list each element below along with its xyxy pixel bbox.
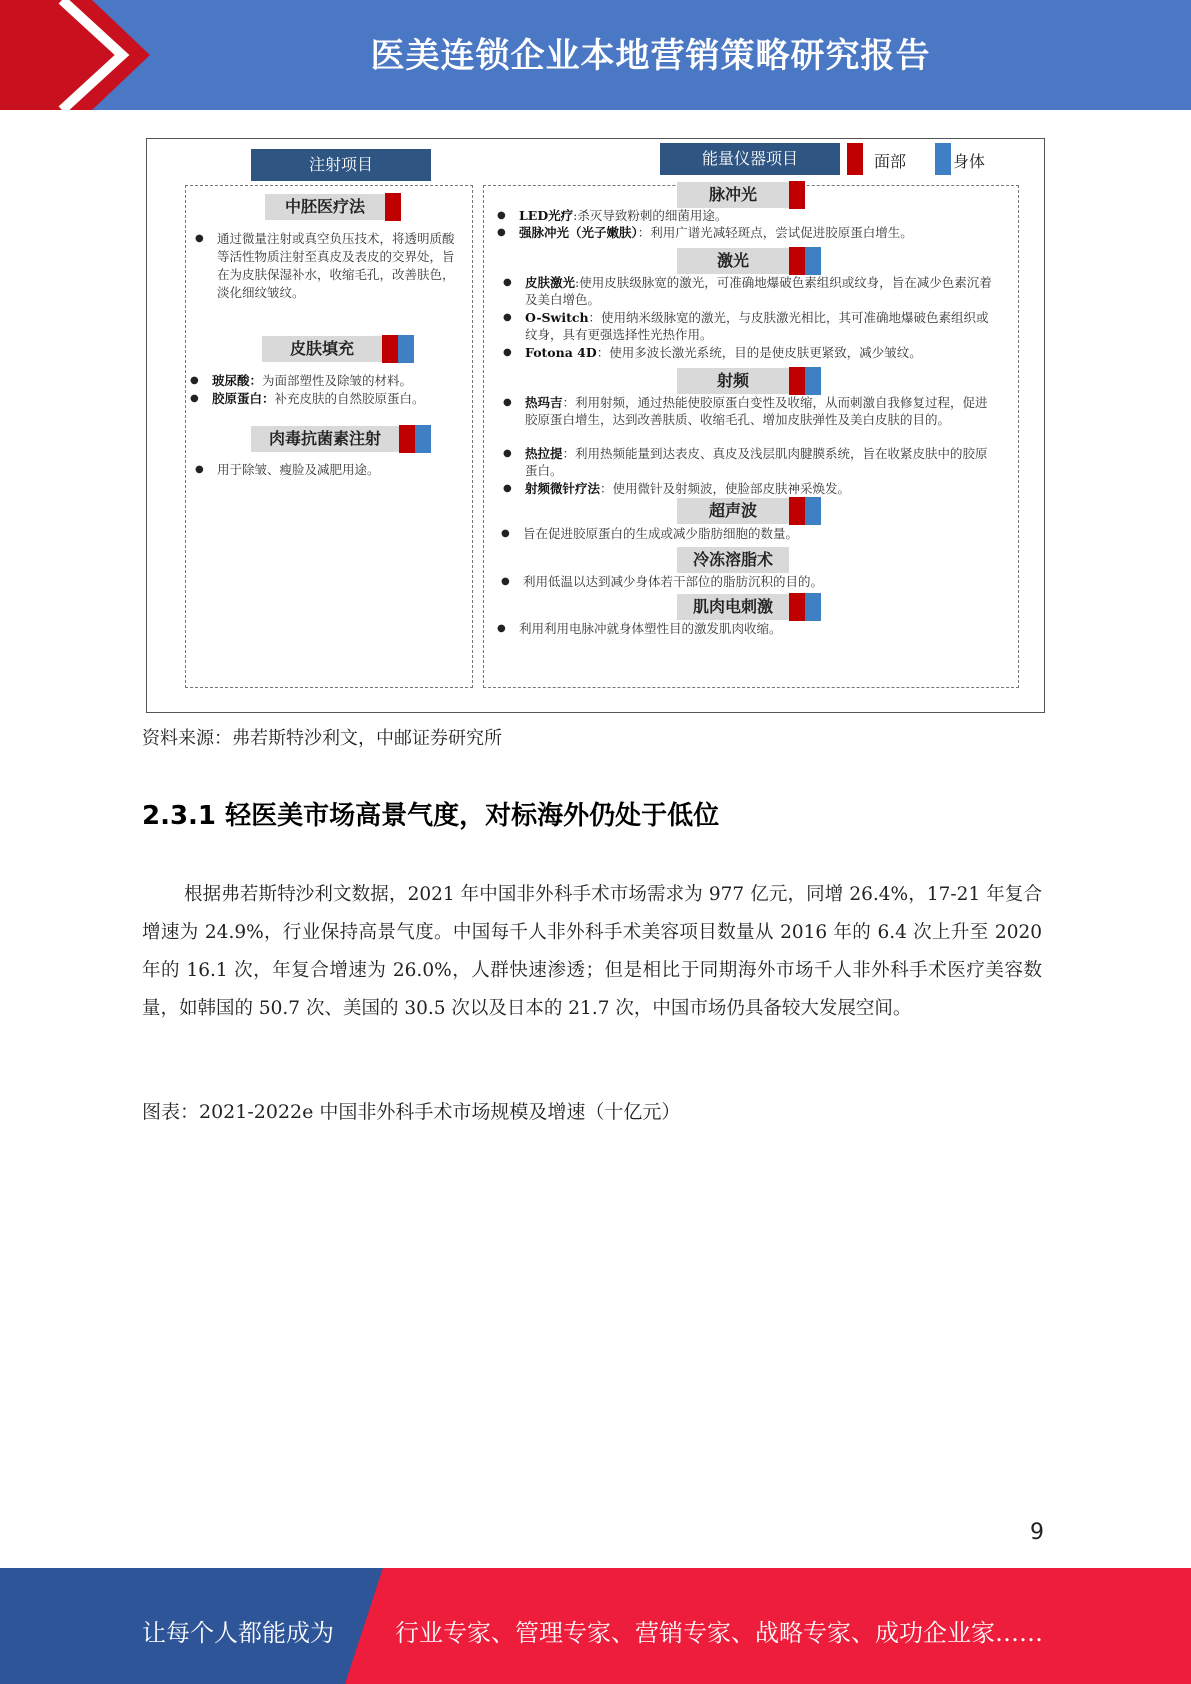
body-swatch: [805, 593, 821, 621]
list-item: ● O-Switch：使用纳米级脉宽的激光，与皮肤激光相比，其可准确地爆破色素组织或纹身，具有更强选择性光热作用。: [525, 309, 995, 343]
list-item: ● 玻尿酸：为面部塑性及除皱的材料。: [212, 372, 462, 389]
legend-face-label: 面部: [874, 152, 907, 171]
list-item: ● LED光疗:杀灭导致粉刺的细菌用途。: [519, 207, 999, 224]
body-swatch: [415, 425, 431, 453]
category-radiofrequency: 射频: [677, 368, 789, 394]
chart-caption: 图表：2021-2022e 中国非外科手术市场规模及增速（十亿元）: [142, 1101, 681, 1123]
list-item: ● 射频微针疗法：使用微针及射频波，使脸部皮肤神采焕发。: [525, 480, 995, 497]
face-swatch: [789, 181, 805, 209]
section-heading: 2.3.1 轻医美市场高景气度，对标海外仍处于低位: [142, 801, 720, 831]
category-skin-filler: 皮肤填充: [262, 336, 382, 362]
list-item: ● 热玛吉：利用射频，通过热能使胶原蛋白变性及收缩，从而刺激自我修复过程，促进胶原蛋白增生，达到改善肤质、收缩毛孔、增加皮肤弹性及美白皮肤的目的。: [525, 394, 995, 428]
body-paragraph: 根据弗若斯特沙利文数据，2021 年中国非外科手术市场需求为 977 亿元，同增 26.4%，17-21 年复合增速为 24.9%，行业保持高景气度。中国每千人非外科手术美容项目数量从 2016 年的 6.4 次上升至 2020 年的 16.1 次，年复合增速为 26.0%，人群快速渗透；但是相比于同期海外市场千人非外科手术医疗美容数量，如韩国的 50.7 次、美国的 30.5 次以及日本的 21.7 次，中国市场仍具备较大发展空间。: [142, 884, 1042, 1019]
legend-body-label: 身体: [953, 152, 986, 171]
page-number: 9: [1030, 1520, 1044, 1545]
face-swatch: [385, 193, 401, 221]
category-laser: 激光: [677, 248, 789, 274]
face-swatch: [789, 247, 805, 275]
header-red-chevron: [0, 0, 150, 110]
list-item: ● 利用利用电脉冲就身体塑性目的激发肌肉收缩。: [519, 620, 989, 637]
injection-header: 注射项目: [251, 149, 431, 181]
category-mesotherapy: 中胚医疗法: [265, 194, 385, 220]
body-swatch: [805, 367, 821, 395]
legend-face-swatch: [847, 143, 863, 175]
category-ipl: 脉冲光: [677, 182, 789, 208]
category-ems: 肌肉电刺激: [677, 594, 789, 620]
list-item: ● 旨在促进胶原蛋白的生成或减少脂肪细胞的数量。: [523, 525, 993, 542]
figure-source: 资料来源：弗若斯特沙利文，中邮证券研究所: [142, 728, 502, 749]
body-swatch: [805, 247, 821, 275]
list-item: ● Fotona 4D：使用多波长激光系统，目的是使皮肤更紧致，减少皱纹。: [525, 344, 995, 361]
page-footer: [0, 1568, 1191, 1684]
face-swatch: [789, 593, 805, 621]
footer-slogan-left: 让每个人都能成为: [142, 1619, 334, 1647]
treatment-figure: [146, 138, 1045, 713]
category-cryolipolysis: 冷冻溶脂术: [677, 547, 789, 573]
category-ultrasound: 超声波: [677, 498, 789, 524]
list-item: ● 强脉冲光（光子嫩肤）：利用广谱光减轻斑点，尝试促进胶原蛋白增生。: [519, 224, 999, 241]
page-header: [0, 0, 1191, 110]
list-item: ● 利用低温以达到减少身体若干部位的脂肪沉积的目的。: [523, 573, 993, 590]
face-swatch: [789, 367, 805, 395]
list-item: ● 用于除皱、瘦脸及减肥用途。: [217, 461, 457, 478]
body-swatch: [398, 335, 414, 363]
legend-body-swatch: [935, 143, 951, 175]
list-item: ● 通过微量注射或真空负压技术，将透明质酸等活性物质注射至真皮及表皮的交界处，旨在为皮肤保湿补水，收缩毛孔，改善肤色，淡化细纹皱纹。: [217, 230, 457, 302]
category-botox: 肉毒抗菌素注射: [251, 426, 399, 452]
list-item: ● 皮肤激光:使用皮肤级脉宽的激光，可准确地爆破色素组织或纹身，旨在减少色素沉着及美白增色。: [525, 274, 995, 308]
list-item: ● 胶原蛋白：补充皮肤的自然胶原蛋白。: [212, 390, 462, 407]
face-swatch: [382, 335, 398, 363]
face-swatch: [789, 497, 805, 525]
footer-slogan-right: 行业专家、管理专家、营销专家、战略专家、成功企业家……: [395, 1619, 1043, 1647]
body-swatch: [805, 497, 821, 525]
report-title: 医美连锁企业本地营销策略研究报告: [370, 36, 931, 76]
list-item: ● 热拉提：利用热频能量到达表皮、真皮及浅层肌肉腱膜系统，旨在收紧皮肤中的胶原蛋白。: [525, 445, 995, 479]
energy-header: 能量仪器项目: [660, 143, 840, 175]
face-swatch: [399, 425, 415, 453]
